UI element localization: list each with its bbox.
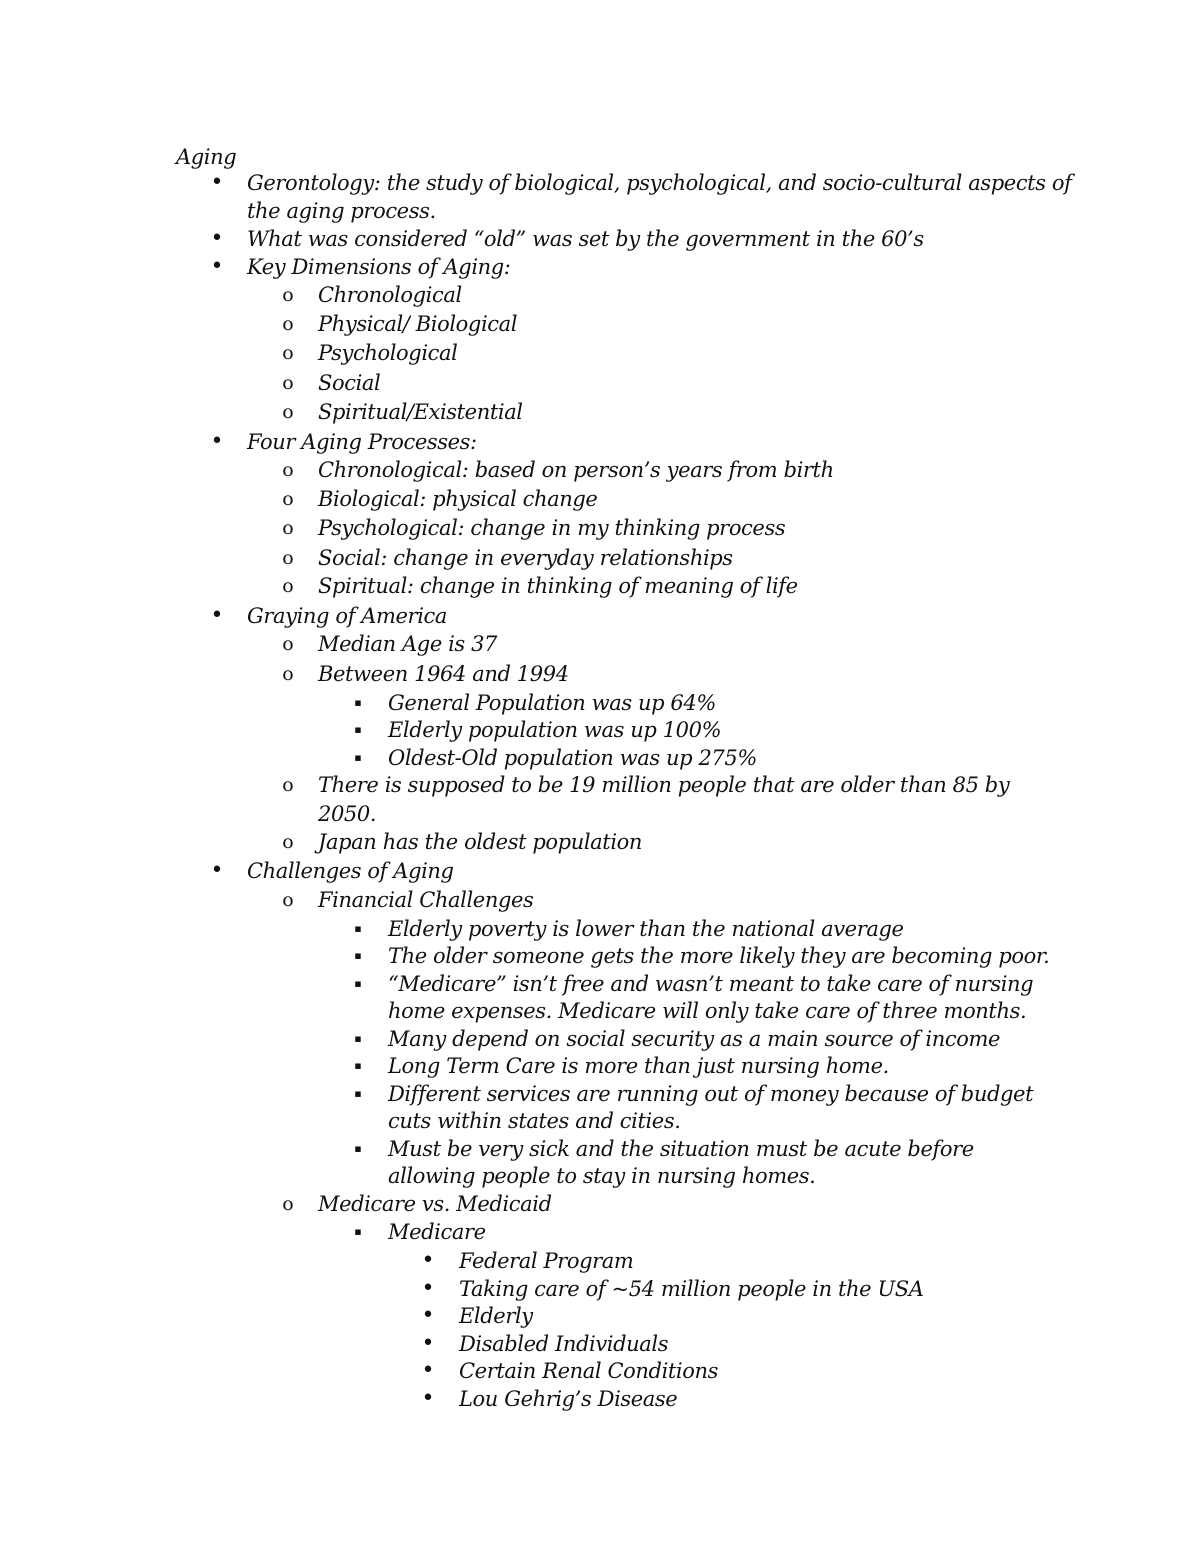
circle-marker: o [282,372,294,394]
list-item: Different services are running out of money because of budget [388,1082,1034,1106]
list-item-continuation: cuts within states and cities. [388,1109,681,1133]
list-item: Certain Renal Conditions [459,1359,718,1383]
circle-marker: o [282,284,294,306]
square-marker: ▪ [354,977,362,990]
bullet-marker: • [421,1358,435,1383]
circle-marker: o [282,488,294,510]
bullet-marker: • [421,1248,435,1273]
list-item: Elderly poverty is lower than the national average [388,917,904,941]
list-item: Medicare vs. Medicaid [318,1192,552,1216]
bullet-marker: • [421,1276,435,1301]
bullet-marker: • [210,226,224,251]
square-marker: ▪ [354,1087,362,1100]
list-item: Key Dimensions of Aging: [247,255,511,279]
list-item: Chronological: based on person’s years from birth [318,458,834,482]
circle-marker: o [282,401,294,423]
list-item: Many depend on social security as a main source of income [388,1027,1000,1051]
list-item: Lou Gehrig’s Disease [459,1387,678,1411]
list-item: “Medicare” isn’t free and wasn’t meant to take care of nursing [388,972,1034,996]
list-item-continuation: the aging process. [247,199,436,223]
list-item: Federal Program [459,1249,634,1273]
list-item: Psychological [318,341,458,365]
list-item: Financial Challenges [318,888,534,912]
list-item: Elderly population was up 100% [388,718,722,742]
list-item: Social: change in everyday relationships [318,546,733,570]
list-item: There is supposed to be 19 million people that are older than 85 by [318,773,1010,797]
bullet-marker: • [210,254,224,279]
list-item: Median Age is 37 [318,632,498,656]
square-marker: ▪ [354,949,362,962]
square-marker: ▪ [354,751,362,764]
list-item: Graying of America [247,604,447,628]
circle-marker: o [282,575,294,597]
circle-marker: o [282,663,294,685]
list-item-continuation: allowing people to stay in nursing homes. [388,1164,816,1188]
circle-marker: o [282,313,294,335]
bullet-marker: • [421,1331,435,1356]
circle-marker: o [282,342,294,364]
list-item: Gerontology: the study of biological, psychological, and socio-cultural aspects of [247,171,1072,195]
circle-marker: o [282,774,294,796]
list-item: Physical/ Biological [318,312,518,336]
list-item: Spiritual/Existential [318,400,523,424]
list-item: Chronological [318,283,462,307]
bullet-marker: • [210,603,224,628]
list-item: Four Aging Processes: [247,430,477,454]
list-item: What was considered “old” was set by the government in the 60’s [247,227,924,251]
circle-marker: o [282,517,294,539]
list-item: General Population was up 64% [388,691,716,715]
list-item-continuation: 2050. [318,802,377,826]
list-item: Spiritual: change in thinking of meaning of life [318,574,798,598]
circle-marker: o [282,1193,294,1215]
square-marker: ▪ [354,922,362,935]
square-marker: ▪ [354,1059,362,1072]
list-item: Medicare [388,1220,486,1244]
list-item: Elderly [459,1304,533,1328]
bullet-marker: • [421,1386,435,1411]
list-item: Disabled Individuals [459,1332,669,1356]
list-item: Psychological: change in my thinking process [318,516,786,540]
list-item: Japan has the oldest population [318,830,643,854]
square-marker: ▪ [354,1225,362,1238]
list-item: Challenges of Aging [247,859,454,883]
circle-marker: o [282,889,294,911]
circle-marker: o [282,547,294,569]
document-title: Aging [176,145,237,169]
list-item: The older someone gets the more likely they are becoming poor. [388,944,1050,968]
list-item: Biological: physical change [318,487,598,511]
bullet-marker: • [421,1303,435,1328]
square-marker: ▪ [354,1032,362,1045]
list-item: Between 1964 and 1994 [318,662,569,686]
square-marker: ▪ [354,723,362,736]
list-item-continuation: home expenses. Medicare will only take care of three months. [388,999,1027,1023]
square-marker: ▪ [354,696,362,709]
circle-marker: o [282,459,294,481]
bullet-marker: • [210,858,224,883]
bullet-marker: • [210,170,224,195]
list-item: Must be very sick and the situation must be acute before [388,1137,974,1161]
list-item: Taking care of ~54 million people in the USA [459,1277,924,1301]
circle-marker: o [282,831,294,853]
list-item: Long Term Care is more than just nursing home. [388,1054,889,1078]
bullet-marker: • [210,429,224,454]
square-marker: ▪ [354,1142,362,1155]
list-item: Oldest-Old population was up 275% [388,746,757,770]
circle-marker: o [282,633,294,655]
list-item: Social [318,371,381,395]
